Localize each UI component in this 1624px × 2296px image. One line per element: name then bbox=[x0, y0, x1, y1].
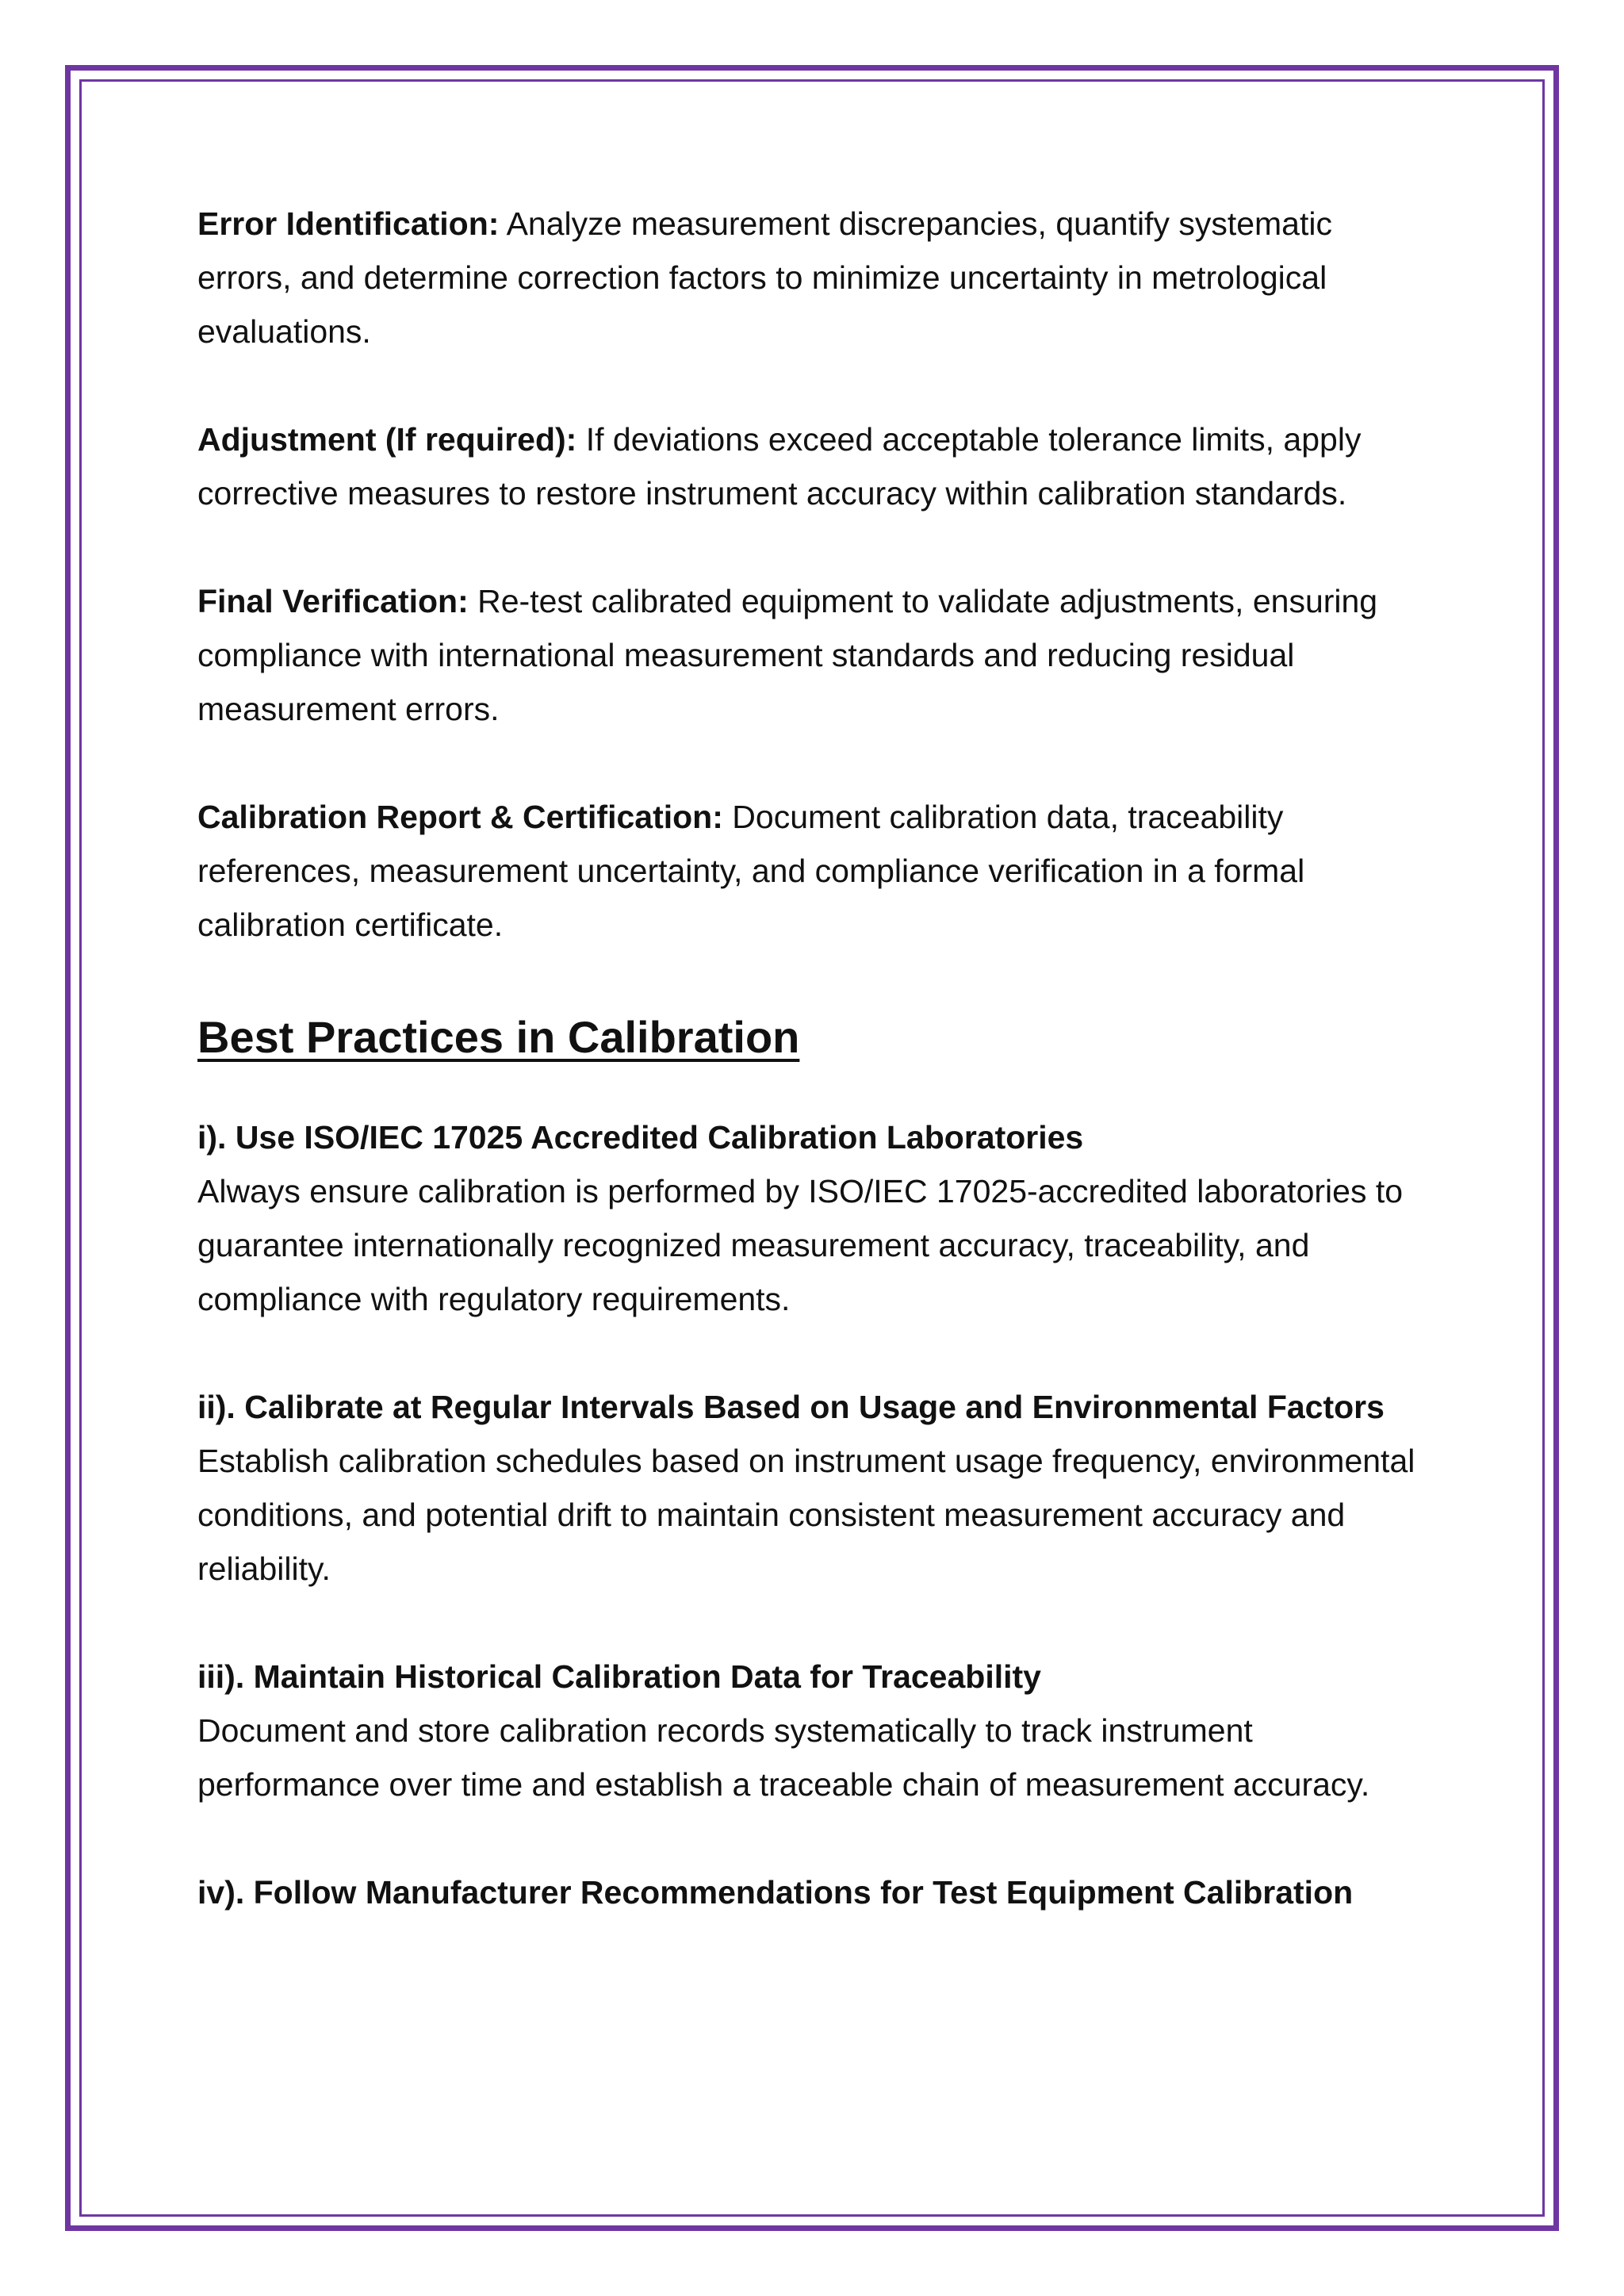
practice-item-manufacturer-recommendations bbox=[197, 1865, 1434, 1919]
step-term: Final Verification: bbox=[197, 583, 469, 619]
practice-item-historical-data bbox=[197, 1650, 1434, 1811]
step-text: Document calibration data, traceability references, measurement uncertainty, and compliance verification in a formal calibration certificate. bbox=[197, 799, 1305, 943]
step-text: Analyze measurement discrepancies, quantify systematic errors, and determine correction factors to minimize uncertainty in metrological evaluations. bbox=[197, 205, 1332, 350]
practice-item-regular-intervals bbox=[197, 1380, 1434, 1596]
practice-body: Establish calibration schedules based on instrument usage frequency, environmental conditions, and potential drift to maintain consistent measurement accuracy and reliability. bbox=[197, 1443, 1415, 1587]
step-paragraph-final-verification bbox=[197, 574, 1434, 736]
section-heading-best-practices: Best Practices in Calibration bbox=[197, 1012, 800, 1062]
step-term: Calibration Report & Certification: bbox=[197, 799, 723, 835]
step-term: Adjustment (If required): bbox=[197, 421, 577, 458]
step-paragraph-adjustment bbox=[197, 412, 1434, 520]
practice-title: i). Use ISO/IEC 17025 Accredited Calibration Laboratories bbox=[197, 1119, 1084, 1156]
document-content bbox=[197, 197, 1434, 1919]
practice-body: Always ensure calibration is performed by ISO/IEC 17025-accredited laboratories to guarantee internationally recognized measurement accuracy, traceability, and compliance with regulatory requirements. bbox=[197, 1173, 1404, 1317]
step-text: If deviations exceed acceptable tolerance limits, apply corrective measures to restore instrument accuracy within calibration standards. bbox=[197, 421, 1362, 512]
practice-body: Document and store calibration records systematically to track instrument performance over time and establish a traceable chain of measurement accuracy. bbox=[197, 1712, 1370, 1803]
practice-title: iii). Maintain Historical Calibration Data for Traceability bbox=[197, 1658, 1041, 1695]
step-paragraph-calibration-report bbox=[197, 790, 1434, 952]
step-text: Re-test calibrated equipment to validate adjustments, ensuring compliance with international measurement standards and reducing residual measurement errors. bbox=[197, 583, 1378, 727]
practice-title: iv). Follow Manufacturer Recommendations for Test Equipment Calibration bbox=[197, 1874, 1354, 1911]
step-paragraph-error-identification bbox=[197, 197, 1434, 358]
step-term: Error Identification: bbox=[197, 205, 500, 242]
practice-item-iso-labs bbox=[197, 1110, 1434, 1326]
practice-title: ii). Calibrate at Regular Intervals Based on Usage and Environmental Factors bbox=[197, 1389, 1385, 1425]
